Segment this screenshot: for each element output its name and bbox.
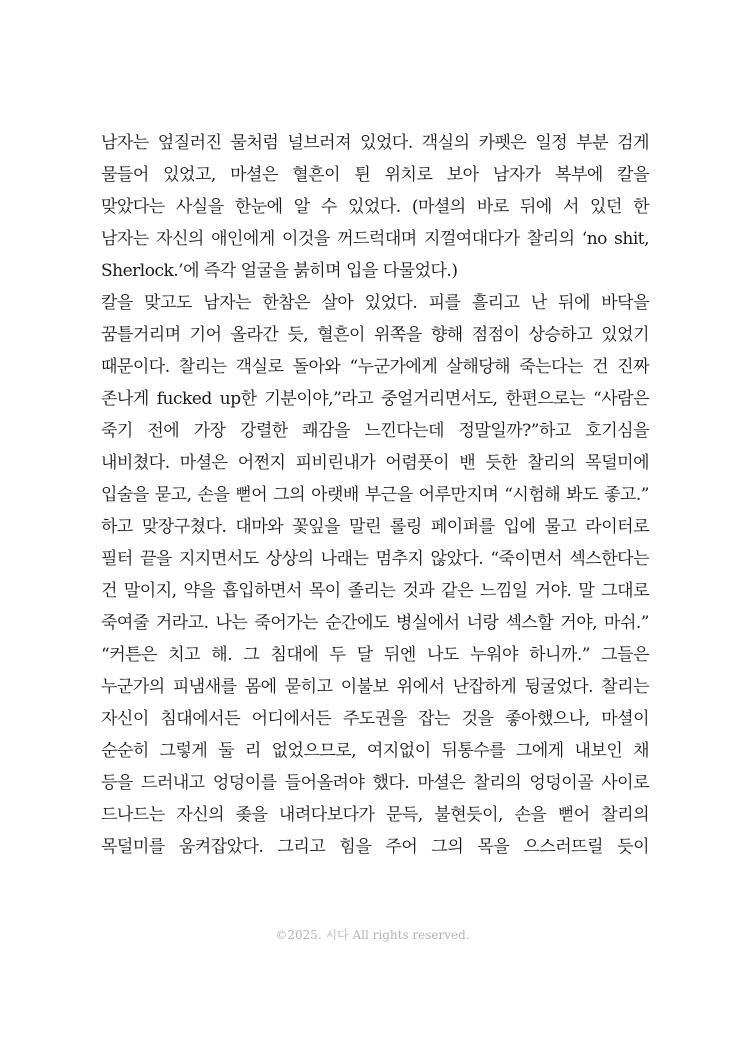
text-line: 남자는 엎질러진 물처럼 널브러져 있었다. 객실의 카펫은 일정 부분 검게 [101,133,649,153]
text-line: Sherlock.’에 즉각 얼굴을 붉히며 입을 다물었다.) [101,261,458,281]
text-line: 때문이다. 찰리는 객실로 돌아와 “누군가에게 살해당해 죽는다는 건 진짜 [101,357,649,377]
body-text [101,127,649,863]
text-line: 물들어 있었고, 마셜은 혈흔이 튄 위치로 보아 남자가 복부에 칼을 [101,165,649,185]
text-line: 내비쳤다. 마셜은 어쩐지 피비린내가 어렴풋이 밴 듯한 찰리의 목덜미에 [101,453,649,473]
text-line: “커튼은 치고 해. 그 침대에 두 달 뒤엔 나도 누워야 하니까.” 그들은 [101,645,649,665]
text-line: 남자는 자신의 애인에게 이것을 꺼드럭대며 지껄여대다가 찰리의 ‘no shit, [101,229,649,249]
text-line: 꿈틀거리며 기어 올라간 듯, 혈흔이 위쪽을 향해 점점이 상승하고 있었기 [101,325,649,345]
text-line: 등을 드러내고 엉덩이를 들어올려야 했다. 마셜은 찰리의 엉덩이골 사이로 [101,773,649,793]
text-line: 맞았다는 사실을 한눈에 알 수 있었다. (마셜의 바로 뒤에 서 있던 한 [101,197,649,217]
text-line: 존나게 fucked up한 기분이야,”라고 중얼거리면서도, 한편으로는 “사람은 [101,389,649,409]
text-line: 입술을 묻고, 손을 뻗어 그의 아랫배 부근을 어루만지며 “시험해 봐도 좋고.” [101,485,649,505]
text-line: 드나드는 자신의 좆을 내려다보다가 문득, 불현듯이, 손을 뻗어 찰리의 [101,805,649,825]
text-line: 건 말이지, 약을 흡입하면서 목이 졸리는 것과 같은 느낌일 거야. 말 그대로 [101,581,649,601]
text-line: 하고 맞장구쳤다. 대마와 꽃잎을 말린 롤링 페이퍼를 입에 물고 라이터로 [101,517,649,537]
text-line: 죽여줄 거라고. 나는 죽어가는 순간에도 병실에서 너랑 섹스할 거야, 마쉬.” [101,613,649,633]
text-line: 자신이 침대에서든 어디에서든 주도권을 잡는 것을 좋아했으나, 마셜이 [101,709,649,729]
text-line: 순순히 그렇게 둘 리 없었으므로, 여지없이 뒤통수를 그에게 내보인 채 [101,741,649,761]
text-line: 목덜미를 움켜잡았다. 그리고 힘을 주어 그의 목을 으스러뜨릴 듯이 [101,837,649,857]
text-line: 칼을 맞고도 남자는 한참은 살아 있었다. 피를 흘리고 난 뒤에 바닥을 [101,293,649,313]
text-line: 필터 끝을 지지면서도 상상의 나래는 멈추지 않았다. “죽이면서 섹스한다는 [101,549,649,569]
text-line: 죽기 전에 가장 강렬한 쾌감을 느낀다는데 정말일까?”하고 호기심을 [101,421,649,441]
copyright-footer: ©2025. 시다 All rights reserved. [275,928,470,942]
text-line: 누군가의 피냄새를 몸에 묻히고 이불보 위에서 난잡하게 뒹굴었다. 찰리는 [101,677,649,697]
